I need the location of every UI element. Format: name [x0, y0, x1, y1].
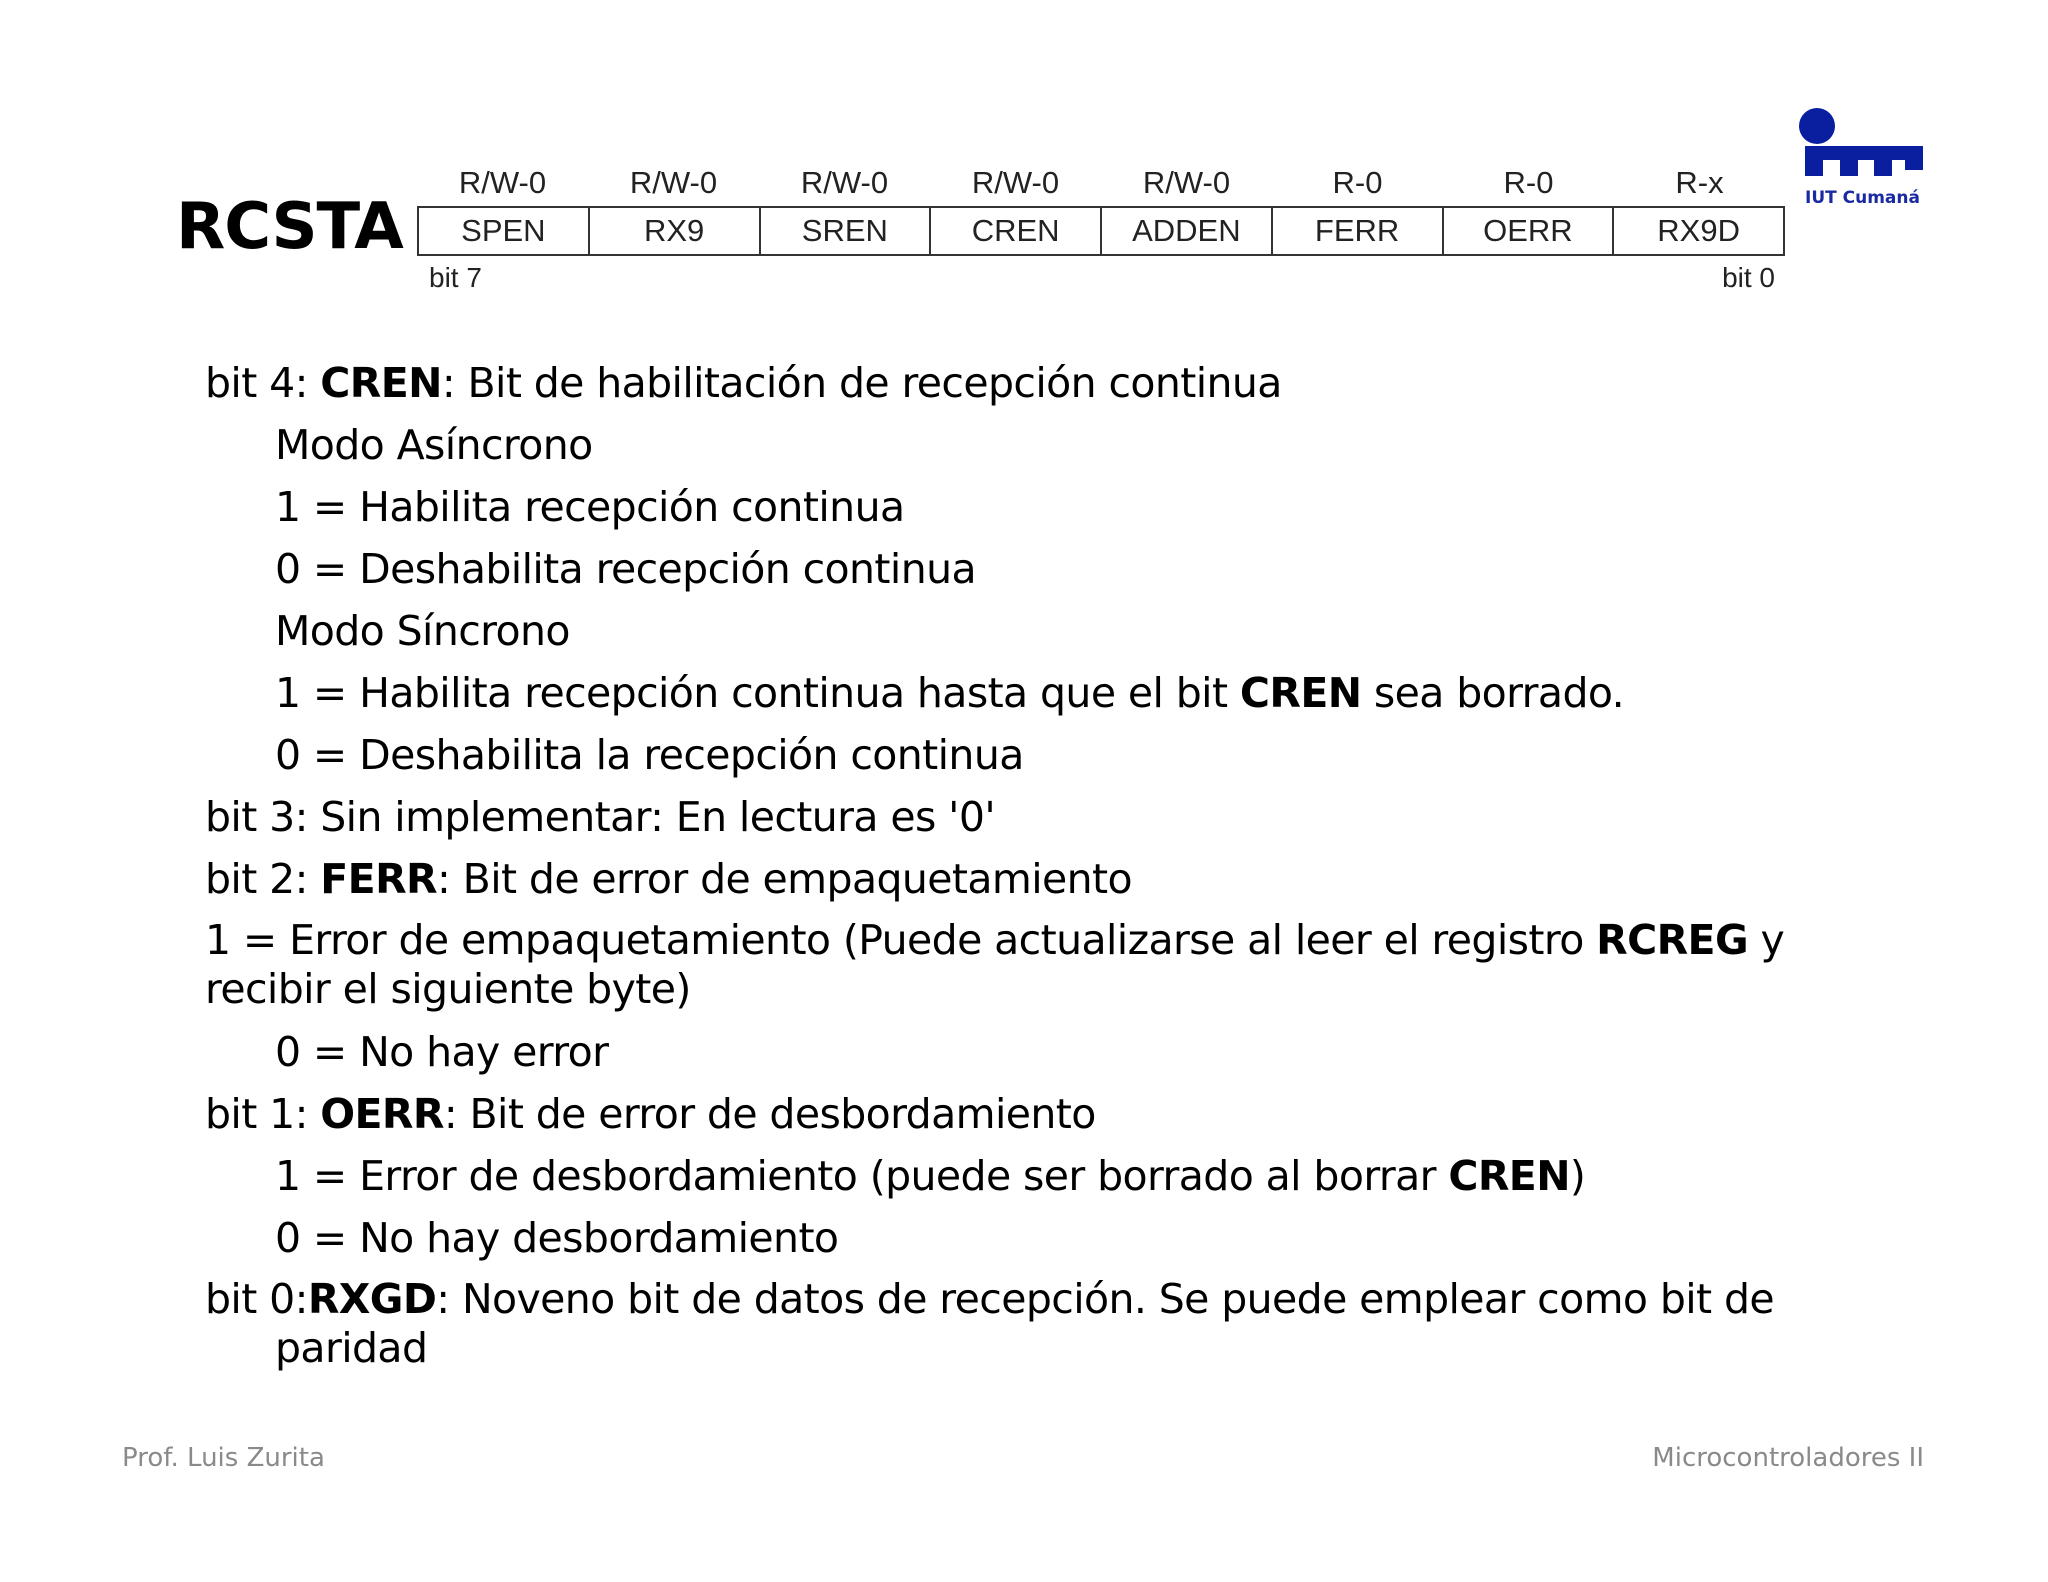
bit-cell: RX9 — [588, 208, 759, 254]
bit4-desc: : Bit de habilitación de recepción continua — [441, 359, 1282, 407]
bit2-value-1-text: 1 = Error de empaquetamiento (Puede actualizarse al leer el registro — [205, 916, 1597, 964]
bit4-prefix: bit 4: — [205, 359, 321, 407]
bit0-heading — [205, 1269, 1885, 1324]
bit3-heading: bit 3: Sin implementar: En lectura es '0' — [205, 793, 995, 841]
bit2-name: FERR — [320, 855, 438, 903]
bit4-sync-1 — [205, 662, 1885, 724]
access-label: R/W-0 — [1142, 165, 1231, 200]
bit-cell: SPEN — [461, 213, 546, 248]
bit1-value-1-post: ) — [1569, 1152, 1586, 1200]
access-label: R/W-0 — [971, 165, 1060, 200]
bit1-heading — [205, 1083, 1885, 1145]
bit4-sync-1-text: 1 = Habilita recepción continua hasta que el bit — [275, 669, 1240, 717]
bit2-desc: : Bit de error de empaquetamiento — [437, 855, 1133, 903]
bit-descriptions — [205, 352, 1885, 1373]
register-diagram — [417, 160, 1785, 300]
bit-cell: RX9D — [1612, 208, 1783, 254]
bit2-value-1-post: y recibir el siguiente byte) — [205, 916, 1785, 1013]
access-label: R/W-0 — [629, 165, 718, 200]
bit2-value-0: 0 = No hay error — [275, 1028, 609, 1076]
bit4-heading — [205, 352, 1885, 414]
bit1-prefix: bit 1: — [205, 1090, 321, 1138]
bit1-value-1 — [205, 1145, 1885, 1207]
bit0-name: RXGD — [307, 1275, 437, 1323]
access-label: R-0 — [1503, 165, 1554, 200]
access-label: R-0 — [1332, 165, 1383, 200]
footer-course: Microcontroladores II — [1652, 1443, 1924, 1473]
register-access-row — [417, 160, 1785, 206]
bit-cell: FERR — [1271, 208, 1442, 254]
bit1-value-1-text: 1 = Error de desbordamiento (puede ser borrado al borrar — [275, 1152, 1449, 1200]
bit2-value-1 — [205, 910, 1885, 1021]
bit-cell: OERR — [1442, 208, 1613, 254]
bit4-async-title: Modo Asíncrono — [275, 421, 593, 469]
slide-title: RCSTA — [176, 190, 403, 264]
register-bit-index — [417, 256, 1785, 300]
access-label: R/W-0 — [458, 165, 547, 200]
bit-high-label: bit 7 — [429, 262, 482, 293]
bit-cell: SREN — [759, 208, 930, 254]
bit1-value-0: 0 = No hay desbordamiento — [275, 1214, 839, 1262]
bit4-sync-1-bold: CREN — [1239, 669, 1362, 717]
footer-author: Prof. Luis Zurita — [122, 1443, 325, 1473]
bit-cell: ADDEN — [1100, 208, 1271, 254]
bit4-sync-title: Modo Síncrono — [275, 607, 570, 655]
bit0-desc: : Noveno bit de datos de recepción. Se puede emplear como bit de — [436, 1275, 1774, 1323]
bit2-value-1-bold: RCREG — [1596, 916, 1749, 964]
bit4-name: CREN — [320, 359, 442, 407]
bit0-prefix: bit 0: — [205, 1275, 308, 1323]
bit4-async-1: 1 = Habilita recepción continua — [275, 483, 905, 531]
bit1-value-1-bold: CREN — [1448, 1152, 1570, 1200]
bit2-prefix: bit 2: — [205, 855, 321, 903]
bit-low-label: bit 0 — [1722, 262, 1775, 293]
register-bit-row — [417, 206, 1785, 256]
bit0-continuation: paridad — [275, 1324, 428, 1372]
bit-cell: CREN — [929, 208, 1100, 254]
logo-caption: IUT Cumaná — [1805, 188, 1920, 208]
bit4-sync-0: 0 = Deshabilita la recepción continua — [275, 731, 1024, 779]
bit1-desc: : Bit de error de desbordamiento — [443, 1090, 1096, 1138]
bit4-sync-1-post: sea borrado. — [1361, 669, 1625, 717]
bit4-async-0: 0 = Deshabilita recepción continua — [275, 545, 976, 593]
bit1-name: OERR — [320, 1090, 444, 1138]
access-label: R/W-0 — [800, 165, 889, 200]
access-label: R-x — [1675, 165, 1724, 200]
bit2-heading — [205, 848, 1885, 910]
